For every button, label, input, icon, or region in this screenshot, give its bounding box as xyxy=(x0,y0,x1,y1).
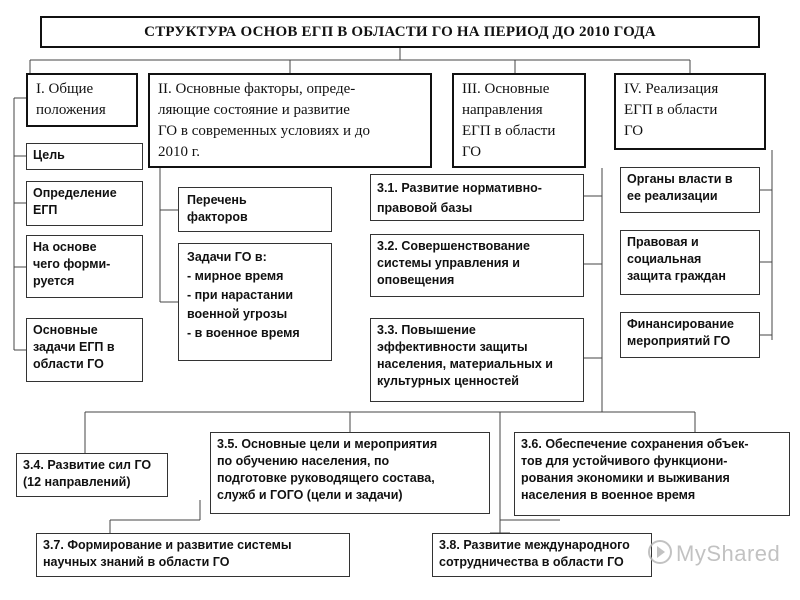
direction-3-4: 3.4. Развитие сил ГО (12 направлений) xyxy=(16,453,168,497)
direction-3-8: 3.8. Развитие международного сотрудничества в области ГО xyxy=(432,533,652,577)
direction-3-1: 3.1. Развитие нормативно- правовой базы xyxy=(370,174,584,221)
impl-protection: Правовая и социальная защита граждан xyxy=(620,230,760,295)
direction-3-7: 3.7. Формирование и развитие системы научных знаний в области ГО xyxy=(36,533,350,577)
general-basis: На основе чего форми- руется xyxy=(26,235,143,298)
diagram-title: СТРУКТУРА ОСНОВ ЕГП В ОБЛАСТИ ГО НА ПЕРИОД ДО 2010 ГОДА xyxy=(40,16,760,48)
play-logo-icon xyxy=(648,540,672,564)
general-tasks: Основные задачи ЕГП в области ГО xyxy=(26,318,143,382)
section-implementation: IV. Реализация ЕГП в области ГО xyxy=(614,73,766,150)
direction-3-3: 3.3. Повышение эффективности защиты населения, материальных и культурных ценностей xyxy=(370,318,584,402)
factors-list: Перечень факторов xyxy=(178,187,332,232)
general-definition: Определение ЕГП xyxy=(26,181,143,226)
general-goal: Цель xyxy=(26,143,143,170)
factors-task-peacetime: - мирное время xyxy=(187,269,284,283)
section-main-directions: III. Основные направления ЕГП в области ГО xyxy=(452,73,586,168)
factors-task-wartime: - в военное время xyxy=(187,326,300,340)
impl-authorities: Органы власти в ее реализации xyxy=(620,167,760,213)
direction-3-2: 3.2. Совершенствование системы управления и оповещения xyxy=(370,234,584,297)
direction-3-6: 3.6. Обеспечение сохранения объек- тов для устойчивого функциони- рования экономики и выживания населения в военное время xyxy=(514,432,790,516)
impl-financing: Финансирование мероприятий ГО xyxy=(620,312,760,358)
direction-3-5: 3.5. Основные цели и мероприятия по обучению населения, по подготовке руководящего состава, служб и ГОГО (цели и задачи) xyxy=(210,432,490,514)
section-main-factors: II. Основные факторы, опреде- ляющие состояние и развитие ГО в современных условиях и до 2010 г. xyxy=(148,73,432,168)
factors-task-threat: - при нарастании военной угрозы xyxy=(187,288,294,321)
watermark: MyShared xyxy=(648,540,780,570)
factors-tasks xyxy=(178,243,332,361)
factors-tasks-title: Задачи ГО в: xyxy=(187,250,267,264)
section-general-provisions: I. Общие положения xyxy=(26,73,138,127)
